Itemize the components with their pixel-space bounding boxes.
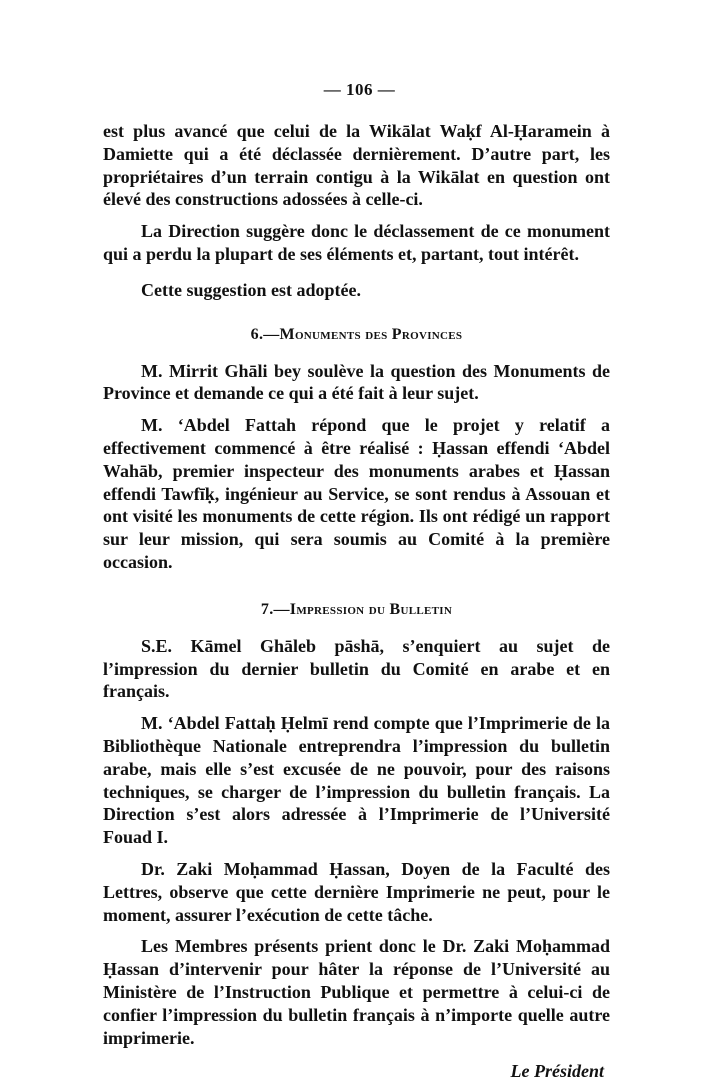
paragraph-adoption: Cette suggestion est adoptée. <box>141 279 361 300</box>
signature-president: Le Président <box>510 1061 604 1082</box>
paragraph-kamel-ghaleb: S.E. Kāmel Ghāleb pāshā, s’enquiert au sujet de l’impression du dernier bulletin du Comité en arabe et en français. <box>103 635 610 702</box>
paragraph-zaki-hassan: Dr. Zaki Moḥammad Ḥassan, Doyen de la Faculté des Lettres, observe que cette dernière Imprimerie ne peut, pour le moment, assurer l’exécution de cette tâche. <box>103 858 610 925</box>
page-number: — 106 — <box>323 80 396 99</box>
section-heading-impression-bulletin: 7.—Impression du Bulletin <box>260 600 453 618</box>
paragraph-continuation: est plus avancé que celui de la Wikālat Waḳf Al-Ḥaramein à Damiette qui a été déclassée dernièrement. D’autre part, les propriétaires d’un terrain contigu à la Wikālat en question ont élevé des constructions adossées à celle-ci. <box>103 121 610 210</box>
paragraph-membres: Les Membres présents prient donc le Dr. Zaki Moḥammad Ḥassan d’intervenir pour hâter la réponse de l’Université au Ministère de l’Instruction Publique et permettre à celui-ci de confier l’impression du bulletin français à n’importe quelle autre imprimerie. <box>103 936 610 1048</box>
paragraph-abdel-fattah-reply: M. ‘Abdel Fattah répond que le projet y relatif a effectivement commencé à être réalisé : Ḥassan effendi ‘Abdel Wahāb, premier inspecteur des monuments arabes et Ḥassan effendi Tawfīḳ, ingénieur au Service, se sont rendus à Assouan et ont visité les monuments de cette région. Ils ont rédigé un rapport sur leur mission, qui sera soumis au Comité à la première occasion. <box>103 415 610 572</box>
paragraph-declassement: La Direction suggère donc le déclassement de ce monument qui a perdu la plupart de ses éléments et, partant, tout intérêt. <box>103 221 610 264</box>
paragraph-mirrit-ghali: M. Mirrit Ghāli bey soulève la question des Monuments de Province et demande ce qui a été fait à leur sujet. <box>103 360 610 404</box>
section-heading-monuments-provinces: 6.—Monuments des Provinces <box>250 325 463 343</box>
paragraph-imprimerie: M. ‘Abdel Fattaḥ Ḥelmī rend compte que l’Imprimerie de la Bibliothèque Nationale entreprendra l’impression du bulletin arabe, mais elle s’est excusée de ne pouvoir, pour des raisons techniques, se charger de l’impression du bulletin français. La Direction s’est alors adressée à l’Imprimerie de l’Université Fouad I. <box>103 713 610 848</box>
